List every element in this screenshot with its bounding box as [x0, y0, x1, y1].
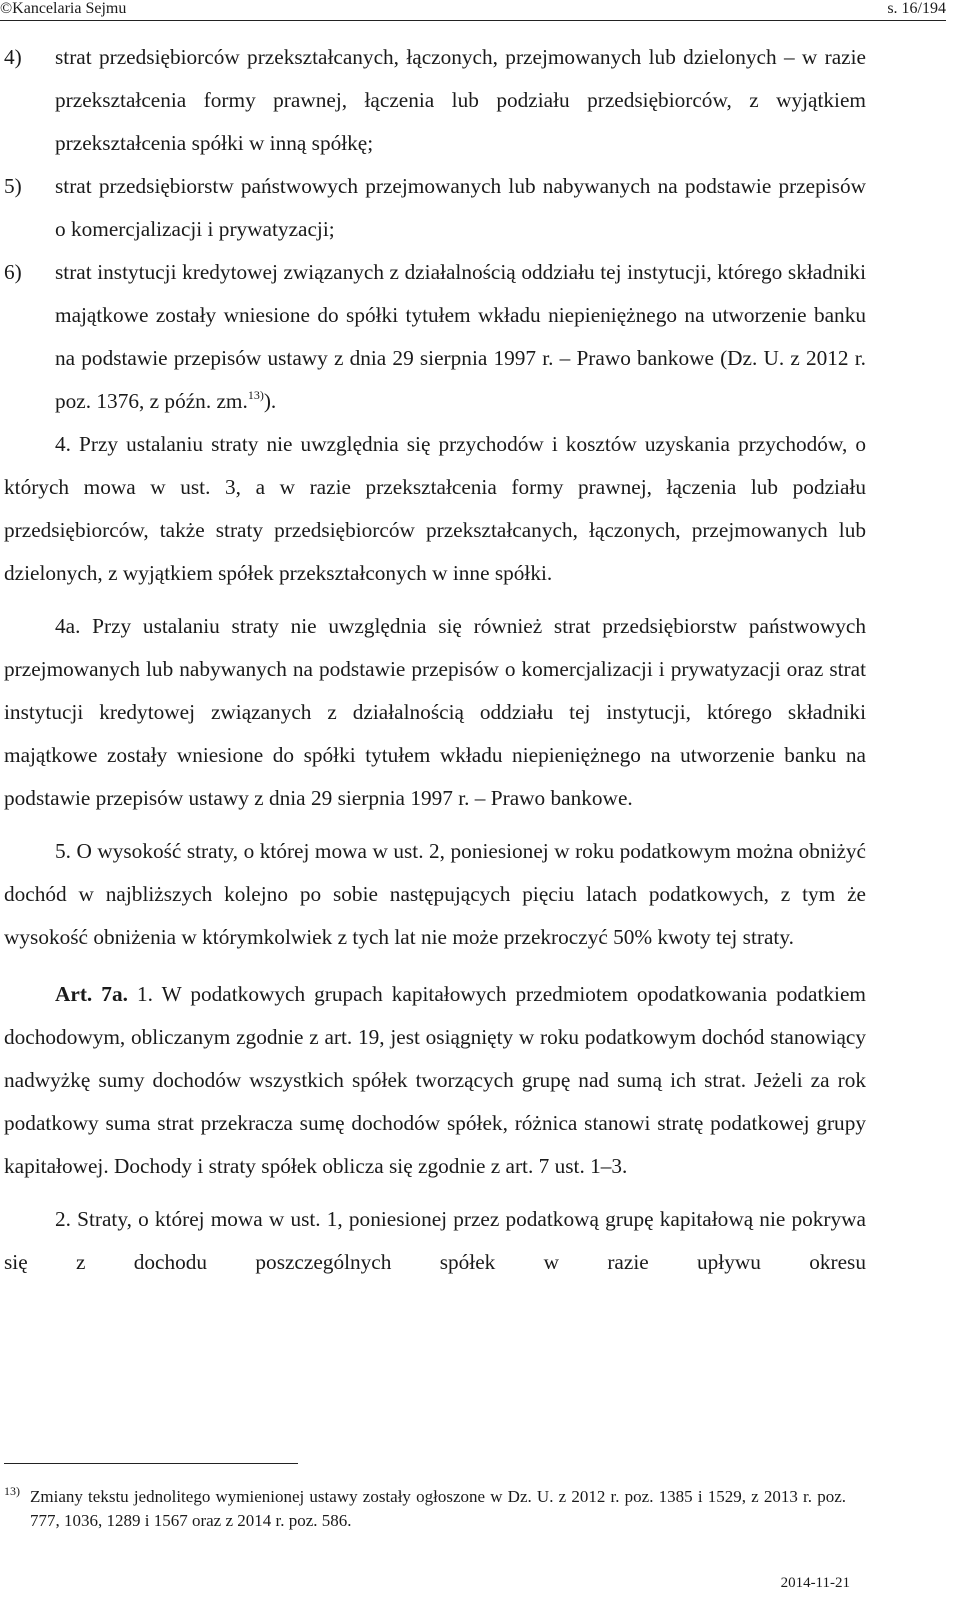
paragraph-5: 5. O wysokość straty, o której mowa w ust. 2, poniesionej w roku podatkowym można obniżyć dochód w najbliższych kolejno po sobie następujących pięciu latach podatkowych, z tym że wysokość obniżenia w którymkolwiek z tych lat nie może przekroczyć 50% kwoty tej straty. — [4, 839, 866, 949]
footnote-reference: 13) — [247, 388, 264, 402]
footnote-text: Zmiany tekstu jednolitego wymienionej ustawy zostały ogłoszone w Dz. U. z 2012 r. poz. 1385 i 1529, z 2013 r. poz. 777, 1036, 1289 i 1567 oraz z 2014 r. poz. 586. — [30, 1487, 846, 1530]
list-item-number: 6) — [4, 260, 22, 284]
document-date: 2014-11-21 — [780, 1575, 850, 1591]
list-item — [4, 251, 866, 423]
article-7a-paragraph-1 — [4, 973, 866, 1188]
list-item-text: strat przedsiębiorstw państwowych przejmowanych lub nabywanych na podstawie przepisów o komercjalizacji i prywatyzacji; — [55, 174, 866, 241]
page-header — [0, 0, 946, 21]
list-item — [4, 165, 866, 251]
list-item — [4, 36, 866, 165]
footnote-divider — [4, 1463, 298, 1464]
list-item-number: 5) — [4, 174, 22, 198]
list-item-text-end: ). — [263, 389, 277, 413]
article-label: Art. 7a. — [55, 982, 128, 1006]
footnote-mark: 13) — [4, 1484, 20, 1498]
footnote — [4, 1485, 846, 1533]
copyright-label: ©Kancelaria Sejmu — [0, 0, 127, 17]
list-item-text: strat instytucji kredytowej związanych z działalnością oddziału tej instytucji, którego składniki majątkowe zostały wniesione do spółki tytułem wkładu niepieniężnego na utworzenie banku na podstawie przepisów ustawy z dnia 29 sierpnia 1997 r. – Prawo bankowe (Dz. U. z 2012 r. poz. 1376, z późn. zm. — [55, 260, 866, 413]
document-body — [4, 36, 866, 1284]
article-text: 1. W podatkowych grupach kapitałowych przedmiotem opodatkowania podatkiem dochodowym, obliczanym zgodnie z art. 19, jest osiągnięty w roku podatkowym dochód stanowiący nadwyżkę sumy dochodów wszystkich spółek tworzących grupę nad sumą ich strat. Jeżeli za rok podatkowy suma strat przekracza sumę dochodów spółek, różnica stanowi stratę podatkowej grupy kapitałowej. Dochody i straty spółek oblicza się zgodnie z art. 7 ust. 1–3. — [4, 982, 866, 1178]
paragraph-4a: 4a. Przy ustalaniu straty nie uwzględnia się również strat przedsiębiorstw państwowych przejmowanych lub nabywanych na podstawie przepisów o komercjalizacji i prywatyzacji oraz strat instytucji kredytowej związanych z działalnością oddziału tej instytucji, którego składniki majątkowe zostały wniesione do spółki tytułem wkładu niepieniężnego na utworzenie banku na podstawie przepisów ustawy z dnia 29 sierpnia 1997 r. – Prawo bankowe. — [4, 614, 866, 810]
page-number: s. 16/194 — [887, 0, 946, 17]
list-item-number: 4) — [4, 45, 22, 69]
article-7a-paragraph-2: 2. Straty, o której mowa w ust. 1, poniesionej przez podatkową grupę kapitałową nie pokrywa się z dochodu poszczególnych spółek w razie upływu okresu — [4, 1207, 866, 1274]
list-item-text: strat przedsiębiorców przekształcanych, łączonych, przejmowanych lub dzielonych – w razie przekształcenia formy prawnej, łączenia lub podziału przedsiębiorców, z wyjątkiem przekształcenia spółki w inną spółkę; — [55, 45, 866, 155]
paragraph-4: 4. Przy ustalaniu straty nie uwzględnia się przychodów i kosztów uzyskania przychodów, o których mowa w ust. 3, a w razie przekształcenia formy prawnej, łączenia lub podziału przedsiębiorców, także straty przedsiębiorców przekształcanych, łączonych, przejmowanych lub dzielonych, z wyjątkiem spółek przekształconych w inne spółki. — [4, 432, 866, 585]
